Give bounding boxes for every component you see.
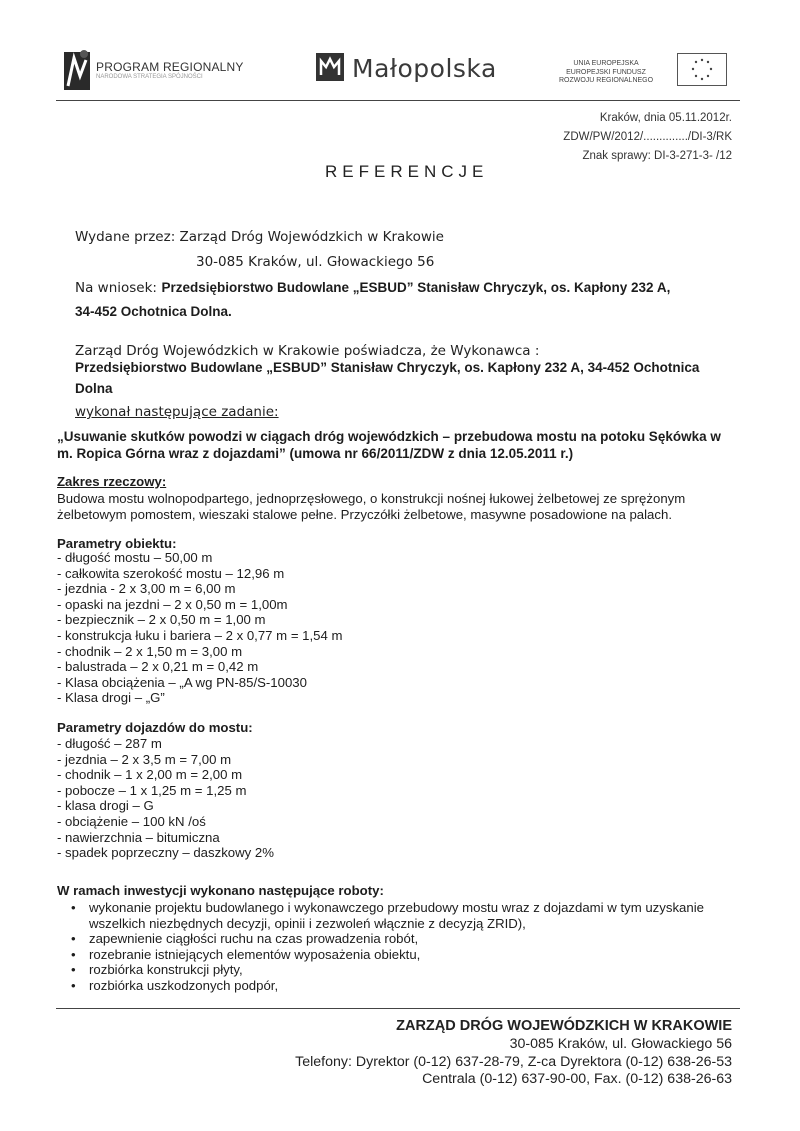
program-title: PROGRAM REGIONALNY bbox=[96, 60, 244, 74]
list-item: - Klasa obciążenia – „A wg PN-85/S-10030 bbox=[57, 674, 307, 690]
scope-title: Zakres rzeczowy: bbox=[57, 474, 167, 489]
issued-by: Wydane przez: Zarząd Dróg Wojewódzkich w Krakowie bbox=[75, 229, 444, 245]
work-item-text: rozbiórka konstrukcji płyty, bbox=[89, 962, 243, 978]
reference-number: ZDW/PW/2012/............../DI-3/RK bbox=[563, 131, 732, 143]
footer-divider bbox=[56, 1008, 740, 1009]
list-item: - spadek poprzeczny – daszkowy 2% bbox=[57, 845, 274, 861]
list-item bbox=[57, 947, 704, 963]
bridge-params-list bbox=[57, 550, 343, 706]
eu-line: UNIA EUROPEJSKA bbox=[573, 60, 639, 67]
eu-flag-icon bbox=[677, 53, 727, 86]
issuer-address: 30-085 Kraków, ul. Głowackiego 56 bbox=[196, 254, 435, 270]
list-item: - długość – 287 m bbox=[57, 736, 162, 751]
eu-line: EUROPEJSKI FUNDUSZ bbox=[566, 68, 646, 76]
contractor-city: Dolna bbox=[75, 381, 113, 396]
document-date: Kraków, dnia 05.11.2012r. bbox=[599, 112, 732, 124]
task-line-2: m. Ropica Górna wraz z dojazdami” (umowa nr 66/2011/ZDW z dnia 12.05.2011 r.) bbox=[57, 446, 574, 461]
approach-params-title: Parametry dojazdów do mostu: bbox=[57, 720, 253, 735]
approach-params-list bbox=[57, 736, 274, 861]
list-item: - opaski na jezdni – 2 x 0,50 m = 1,00m bbox=[57, 596, 288, 612]
task-line-1: „Usuwanie skutków powodzi w ciągach dróg wojewódzkich – przebudowa mostu na potoku Sękówka w bbox=[57, 429, 721, 444]
work-item-text: wszelkich niezbędnych decyzji, opinii i zezwoleń włącznie z decyzją ZRID), bbox=[89, 915, 526, 931]
eu-line: ROZWOJU REGIONALNEGO bbox=[558, 77, 654, 84]
document-title: REFERENCJE bbox=[325, 162, 489, 181]
bridge-params-title: Parametry obiektu: bbox=[57, 536, 177, 551]
work-item-text: rozbiórka uszkodzonych podpór, bbox=[89, 977, 279, 993]
bullet-icon: • bbox=[71, 931, 76, 947]
work-item-text: zapewnienie ciągłości ruchu na czas prowadzenia robót, bbox=[89, 931, 419, 947]
case-number: Znak sprawy: DI-3-271-3- /12 bbox=[582, 150, 732, 162]
footer-central: Centrala (0-12) 637-90-00, Fax. (0-12) 638-26-63 bbox=[422, 1071, 732, 1087]
program-regionalny-logo-icon bbox=[58, 46, 94, 96]
list-item: - całkowita szerokość mostu – 12,96 m bbox=[57, 565, 285, 581]
work-item-text: wykonanie projektu budowlanego i wykonawczego przebudowy mostu wraz z dojazdami w tym uzyskanie bbox=[89, 900, 704, 915]
request-company-city: 34-452 Ochotnica Dolna. bbox=[75, 304, 232, 319]
request-label: Na wniosek: bbox=[75, 280, 157, 296]
scope-line-2: żelbetowym pomostem, wieszaki stalowe pełne. Przyczółki żelbetowe, masywne posadowione na palach. bbox=[57, 507, 672, 522]
list-item bbox=[57, 931, 704, 947]
list-item: - bezpiecznik – 2 x 0,50 m = 1,00 m bbox=[57, 612, 266, 628]
list-item bbox=[57, 962, 704, 978]
list-item: - pobocze – 1 x 1,25 m = 1,25 m bbox=[57, 782, 247, 798]
footer-address: 30-085 Kraków, ul. Głowackiego 56 bbox=[509, 1036, 732, 1052]
list-item bbox=[57, 900, 704, 916]
works-title: W ramach inwestycji wykonano następujące roboty: bbox=[57, 883, 384, 898]
list-item: - jezdnia - 2 x 3,00 m = 6,00 m bbox=[57, 581, 236, 597]
bullet-icon: • bbox=[71, 946, 76, 962]
list-item: - chodnik – 2 x 1,50 m = 3,00 m bbox=[57, 643, 243, 659]
malopolska-title: Małopolska bbox=[352, 54, 497, 83]
contractor-name: Przedsiębiorstwo Budowlane „ESBUD” Stanisław Chryczyk, os. Kapłony 232 A, 34-452 Ochotnica bbox=[75, 360, 700, 375]
footer-phones: Telefony: Dyrektor (0-12) 637-28-79, Z-ca Dyrektora (0-12) 638-26-53 bbox=[295, 1054, 732, 1070]
list-item: - Klasa drogi – „G” bbox=[57, 690, 165, 706]
list-item bbox=[57, 978, 704, 994]
list-item bbox=[57, 916, 704, 932]
bullet-icon: • bbox=[71, 977, 76, 993]
bullet-icon: • bbox=[71, 962, 76, 978]
list-item: - jezdnia – 2 x 3,5 m = 7,00 m bbox=[57, 751, 232, 767]
eu-fund-text bbox=[530, 60, 682, 86]
certify-statement: Zarząd Dróg Wojewódzkich w Krakowie poświadcza, że Wykonawca : bbox=[75, 343, 540, 359]
program-subtitle: NARODOWA STRATEGIA SPÓJNOŚCI bbox=[96, 74, 203, 80]
work-item-text: rozebranie istniejących elementów wyposażenia obiektu, bbox=[89, 946, 421, 962]
list-item: - klasa drogi – G bbox=[57, 798, 154, 814]
list-item: - długość mostu – 50,00 m bbox=[57, 550, 213, 565]
malopolska-logo-icon bbox=[316, 53, 344, 81]
header-divider bbox=[56, 100, 740, 101]
task-label: wykonał następujące zadanie: bbox=[75, 404, 279, 420]
list-item: - konstrukcja łuku i bariera – 2 x 0,77 m = 1,54 m bbox=[57, 627, 343, 643]
request-company: Przedsiębiorstwo Budowlane „ESBUD” Stanisław Chryczyk, os. Kapłony 232 A, bbox=[161, 280, 671, 295]
list-item: - nawierzchnia – bitumiczna bbox=[57, 829, 220, 845]
list-item: - obciążenie – 100 kN /oś bbox=[57, 813, 206, 829]
works-list bbox=[57, 900, 704, 994]
request-line bbox=[75, 279, 670, 297]
bullet-icon: • bbox=[71, 900, 76, 915]
scope-line-1: Budowa mostu wolnopodpartego, jednoprzęsłowego, o konstrukcji nośnej łukowej żelbetowej ze sprężonym bbox=[57, 491, 686, 506]
list-item: - chodnik – 1 x 2,00 m = 2,00 m bbox=[57, 767, 243, 783]
list-item: - balustrada – 2 x 0,21 m = 0,42 m bbox=[57, 659, 259, 675]
footer-org: ZARZĄD DRÓG WOJEWÓDZKICH W KRAKOWIE bbox=[396, 1018, 732, 1034]
